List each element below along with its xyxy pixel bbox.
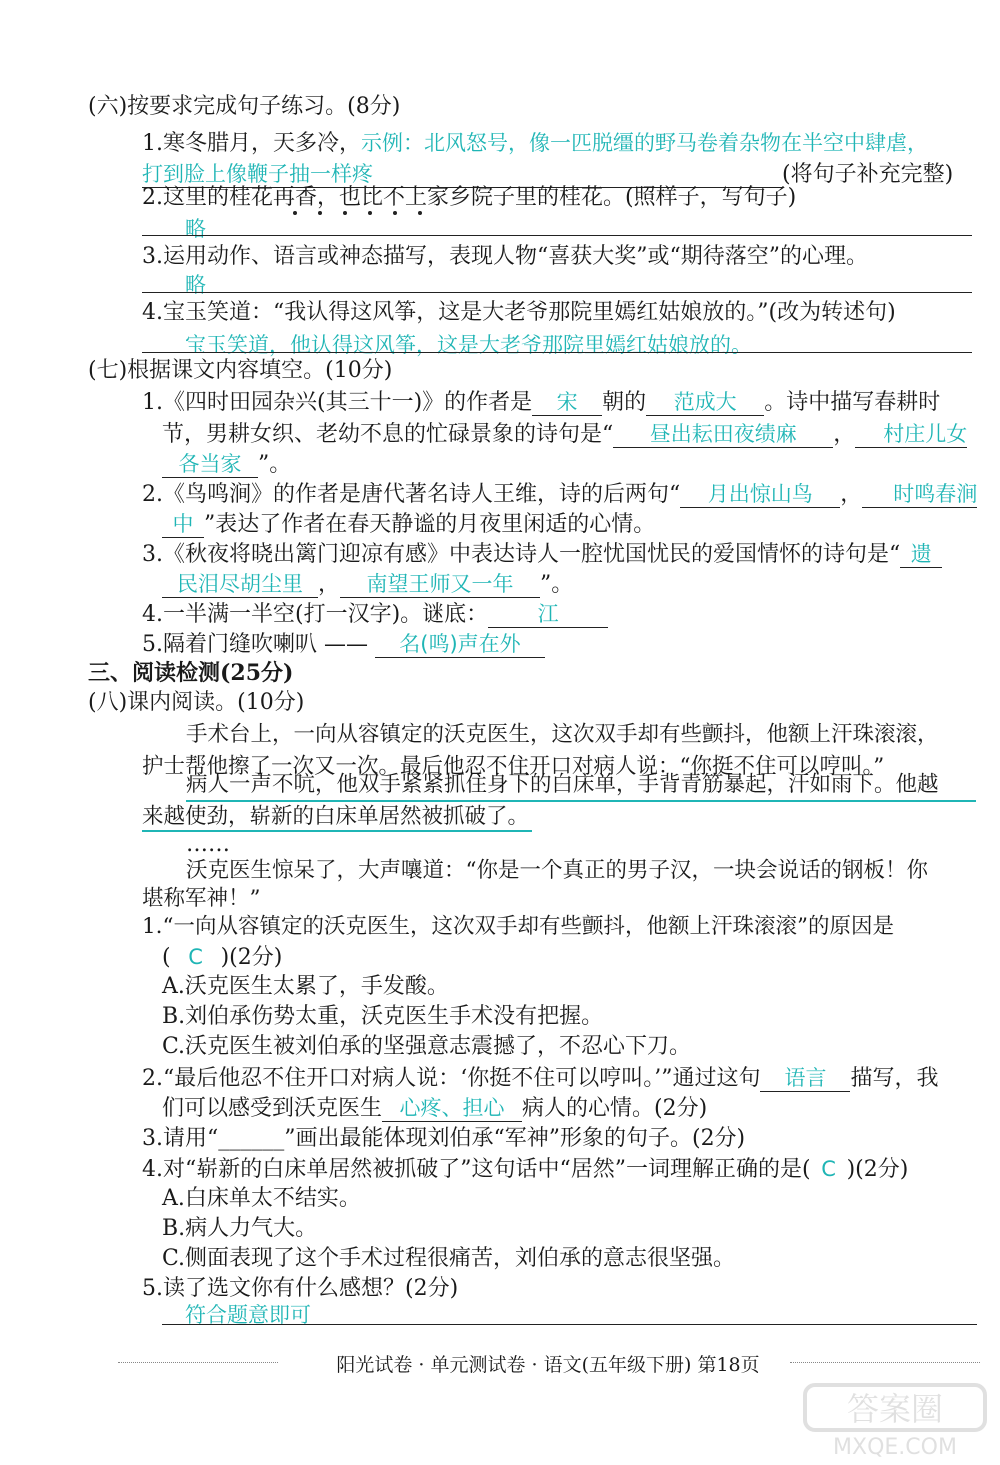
- r-q5: 5.读了选文你有什么感想？(2分): [142, 1276, 459, 1301]
- s7-q5: 5.隔着门缝吹喇叭 —— 名(鸣)声在外: [142, 630, 545, 660]
- r-q1-optC: C.沃克医生被刘伯承的坚强意志震撼了，不忍心下刀。: [162, 1034, 692, 1059]
- r-q2-cont: 们可以感受到沃克医生 心疼、担心 病人的心情。(2分): [162, 1096, 708, 1121]
- section-3-title: 三、阅读检测(25分): [88, 660, 294, 686]
- svg-text:MXQE.COM: MXQE.COM: [833, 1435, 957, 1460]
- passage-p2a: 病人一声不吭，他双手紧紧抓住身下的白床单，手背青筋暴起，汗如雨下。他越: [186, 772, 939, 797]
- passage-p1b: 护士帮他擦了一次又一次。最后他忍不住开口对病人说：“你挺不住可以哼叫。”: [142, 754, 885, 779]
- s6-q1: 1.寒冬腊月，天多冷，示例：北风怒号，像一匹脱缰的野马卷着杂物在半空中肆虐，: [142, 131, 928, 156]
- s7-q3: 3.《秋夜将晓出篱门迎凉有感》中表达诗人一腔忧国忧民的爱国情怀的诗句是“ 遗: [142, 540, 942, 570]
- r-q5-answer: 符合题意即可: [185, 1303, 311, 1327]
- r-q4-optA: A.白床单太不结实。: [162, 1186, 361, 1211]
- r-q1: 1.“一向从容镇定的沃克医生，这次双手却有些颤抖，他额上汗珠滚滚”的原因是: [142, 914, 894, 939]
- svg-text:答案圈: 答案圈: [846, 1390, 944, 1428]
- s6-q2: 2.这里的桂花再香，也比不上家乡院子里的桂花。(照样子，写句子): [142, 185, 797, 210]
- passage-p3a: 沃克医生惊呆了，大声嚷道：“你是一个真正的男子汉，一块会说话的钢板！你: [186, 858, 928, 883]
- r-q4-optB: B.病人力气大。: [162, 1216, 318, 1241]
- s7-q2: 2.《鸟鸣涧》的作者是唐代著名诗人王维，诗的后两句“ 月出惊山鸟 ， 时鸣春涧: [142, 482, 978, 507]
- r-q3: 3.请用“______”画出最能体现刘伯承“军神”形象的句子。(2分): [142, 1126, 746, 1151]
- section-7-title: (七)根据课文内容填空。(10分): [88, 358, 393, 383]
- section-6-title: (六)按要求完成句子练习。(8分): [88, 94, 401, 119]
- s6-q3: 3.运用动作、语言或神态描写，表现人物“喜获大奖”或“期待落空”的心理。: [142, 244, 868, 269]
- s6-q3-answer: 略: [185, 273, 206, 297]
- s7-q1: 1.《四时田园杂兴(其三十一)》的作者是 宋 朝的 范成大 。诗中描写春耕时: [142, 390, 941, 415]
- passage-ellipsis: ……: [186, 832, 230, 857]
- s7-q3-cont: 民泪尽胡尘里 ， 南望王师又一年 ”。: [162, 570, 573, 600]
- r-q1-cont: ( C )(2分): [162, 945, 283, 970]
- section-8-title: (八)课内阅读。(10分): [88, 690, 305, 715]
- r-q1-optB: B.刘伯承伤势太重，沃克医生手术没有把握。: [162, 1004, 604, 1029]
- s6-q2-answer: 略: [185, 217, 206, 241]
- s6-q4-answer: 宝玉笑道，他认得这风筝，这是大老爷那院里嫣红姑娘放的。: [185, 333, 752, 357]
- watermark-logo-icon: [800, 1380, 990, 1460]
- passage-p1a: 手术台上，一向从容镇定的沃克医生，这次双手却有些颤抖，他额上汗珠滚滚，: [186, 722, 939, 747]
- s7-q2-cont: 中 ”表达了作者在春天静谧的月夜里闲适的心情。: [162, 510, 655, 540]
- s6-q4: 4.宝玉笑道：“我认得这风筝，这是大老爷那院里嫣红姑娘放的。”(改为转述句): [142, 300, 896, 325]
- r-q2: 2.“最后他忍不住开口对病人说：‘你挺不住可以哼叫。’”通过这句 语言 描写，我: [142, 1066, 939, 1091]
- r-q4-optC: C.侧面表现了这个手术过程很痛苦，刘伯承的意志很坚强。: [162, 1246, 736, 1271]
- s7-q1-cont: 节，男耕女织、老幼不息的忙碌景象的诗句是“ 昼出耘田夜绩麻 ， 村庄儿女: [162, 422, 968, 447]
- s6-q1-cont: 打到脸上像鞭子抽一样疼 (将句子补充完整): [142, 162, 954, 187]
- s6-q1-answer: 示例：北风怒号，像一匹脱缰的野马卷着杂物在半空中肆虐，: [361, 131, 928, 155]
- s7-q4: 4.一半满一半空(打一汉字)。谜底： 江: [142, 600, 608, 630]
- s7-q1-cont2: 各当家 ”。: [162, 450, 291, 480]
- page-footer: 阳光试卷 · 单元测试卷 · 语文(五年级下册) 第18页: [336, 1354, 760, 1376]
- passage-p3b: 堪称军神！”: [142, 886, 261, 911]
- passage-p2b: 来越使劲，崭新的白床单居然被抓破了。: [142, 804, 530, 829]
- r-q4: 4.对“崭新的白床单居然被抓破了”这句话中“居然”一词理解正确的是( C )(2分): [142, 1157, 909, 1182]
- r-q1-optA: A.沃克医生太累了，手发酸。: [162, 974, 449, 999]
